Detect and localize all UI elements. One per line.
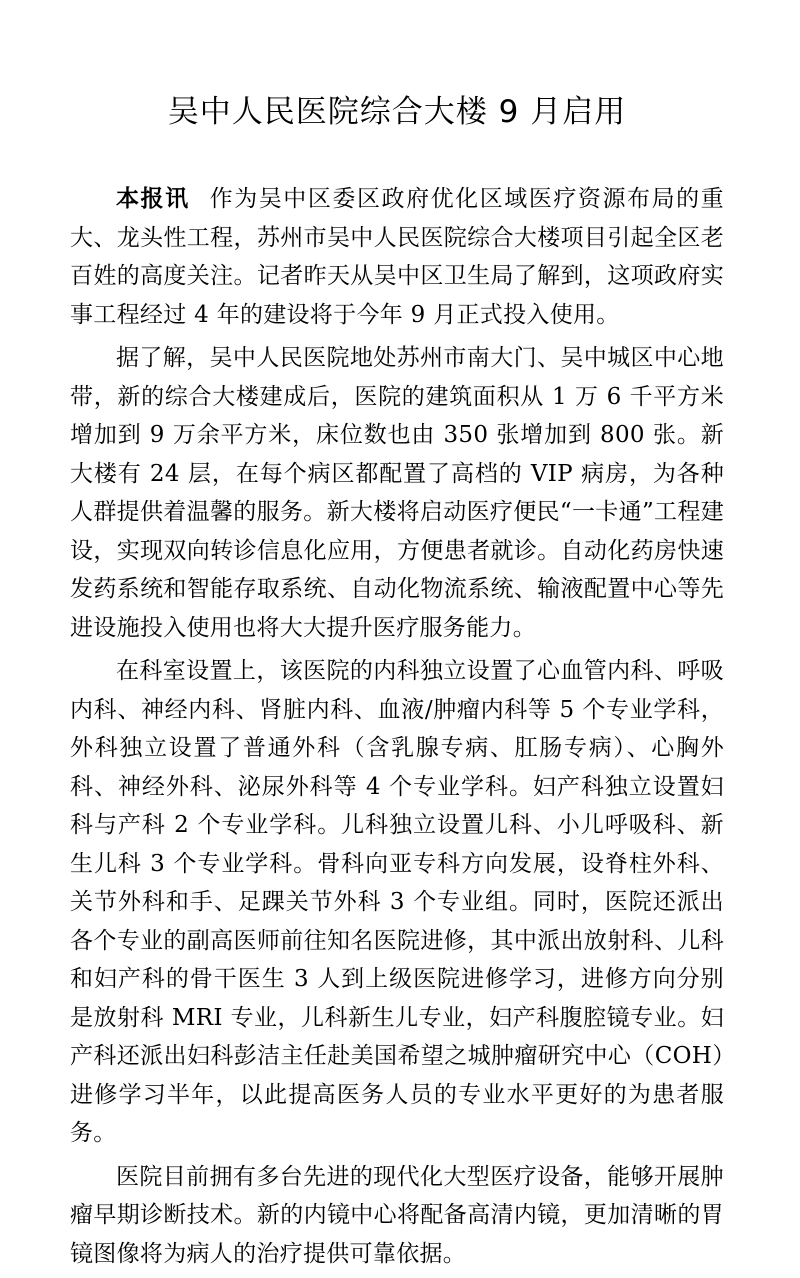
- article-paragraph-4: 医院目前拥有多台先进的现代化大型医疗设备，能够开展肿瘤早期诊断技术。新的内镜中心将配备高清内镜，更加清晰的胃镜图像将为病人的治疗提供可靠依据。: [70, 1163, 724, 1267]
- lead-label: 本报讯: [116, 186, 190, 212]
- article-title: 吴中人民医院综合大楼 9 月启用: [167, 94, 627, 130]
- paragraph-1-text: 作为吴中区委区政府优化区域医疗资源布局的重大、龙头性工程，苏州市吴中人民医院综合大楼项目引起全区老百姓的高度关注。记者昨天从吴中区卫生局了解到，这项政府实事工程经过 4 年的建设将于今年 9 月正式投入使用。: [70, 186, 724, 328]
- news-article: [70, 90, 724, 1278]
- article-paragraph-2: 据了解，吴中人民医院地处苏州市南大门、吴中城区中心地带，新的综合大楼建成后，医院的建筑面积从 1 万 6 千平方米增加到 9 万余平方米，床位数也由 350 张增加到 800 张。新大楼有 24 层，在每个病区都配置了高档的 VIP 病房，为各种人群提供着温馨的服务。新大楼将启动医疗便民“一卡通”工程建设，实现双向转诊信息化应用，方便患者就诊。自动化药房快速发药系统和智能存取系统、自动化物流系统、输液配置中心等先进设施投入使用也将大大提升医疗服务能力。: [70, 345, 724, 641]
- article-paragraph-3: 在科室设置上，该医院的内科独立设置了心血管内科、呼吸内科、神经内科、肾脏内科、血液/肿瘤内科等 5 个专业学科，外科独立设置了普通外科（含乳腺专病、肛肠专病）、心胸外科、神经外科、泌尿外科等 4 个专业学科。妇产科独立设置妇科与产科 2 个专业学科。儿科独立设置儿科、小儿呼吸科、新生儿科 3 个专业学科。骨科向亚专科方向发展，设脊柱外科、关节外科和手、足踝关节外科 3 个专业组。同时，医院还派出各个专业的副高医师前往知名医院进修，其中派出放射科、儿科和妇产科的骨干医生 3 人到上级医院进修学习，进修方向分别是放射科 MRI 专业，儿科新生儿专业，妇产科腹腔镜专业。妇产科还派出妇科彭洁主任赴美国希望之城肿瘤研究中心（COH）进修学习半年，以此提高医务人员的专业水平更好的为患者服务。: [70, 658, 724, 1146]
- article-paragraph-1: [70, 180, 724, 334]
